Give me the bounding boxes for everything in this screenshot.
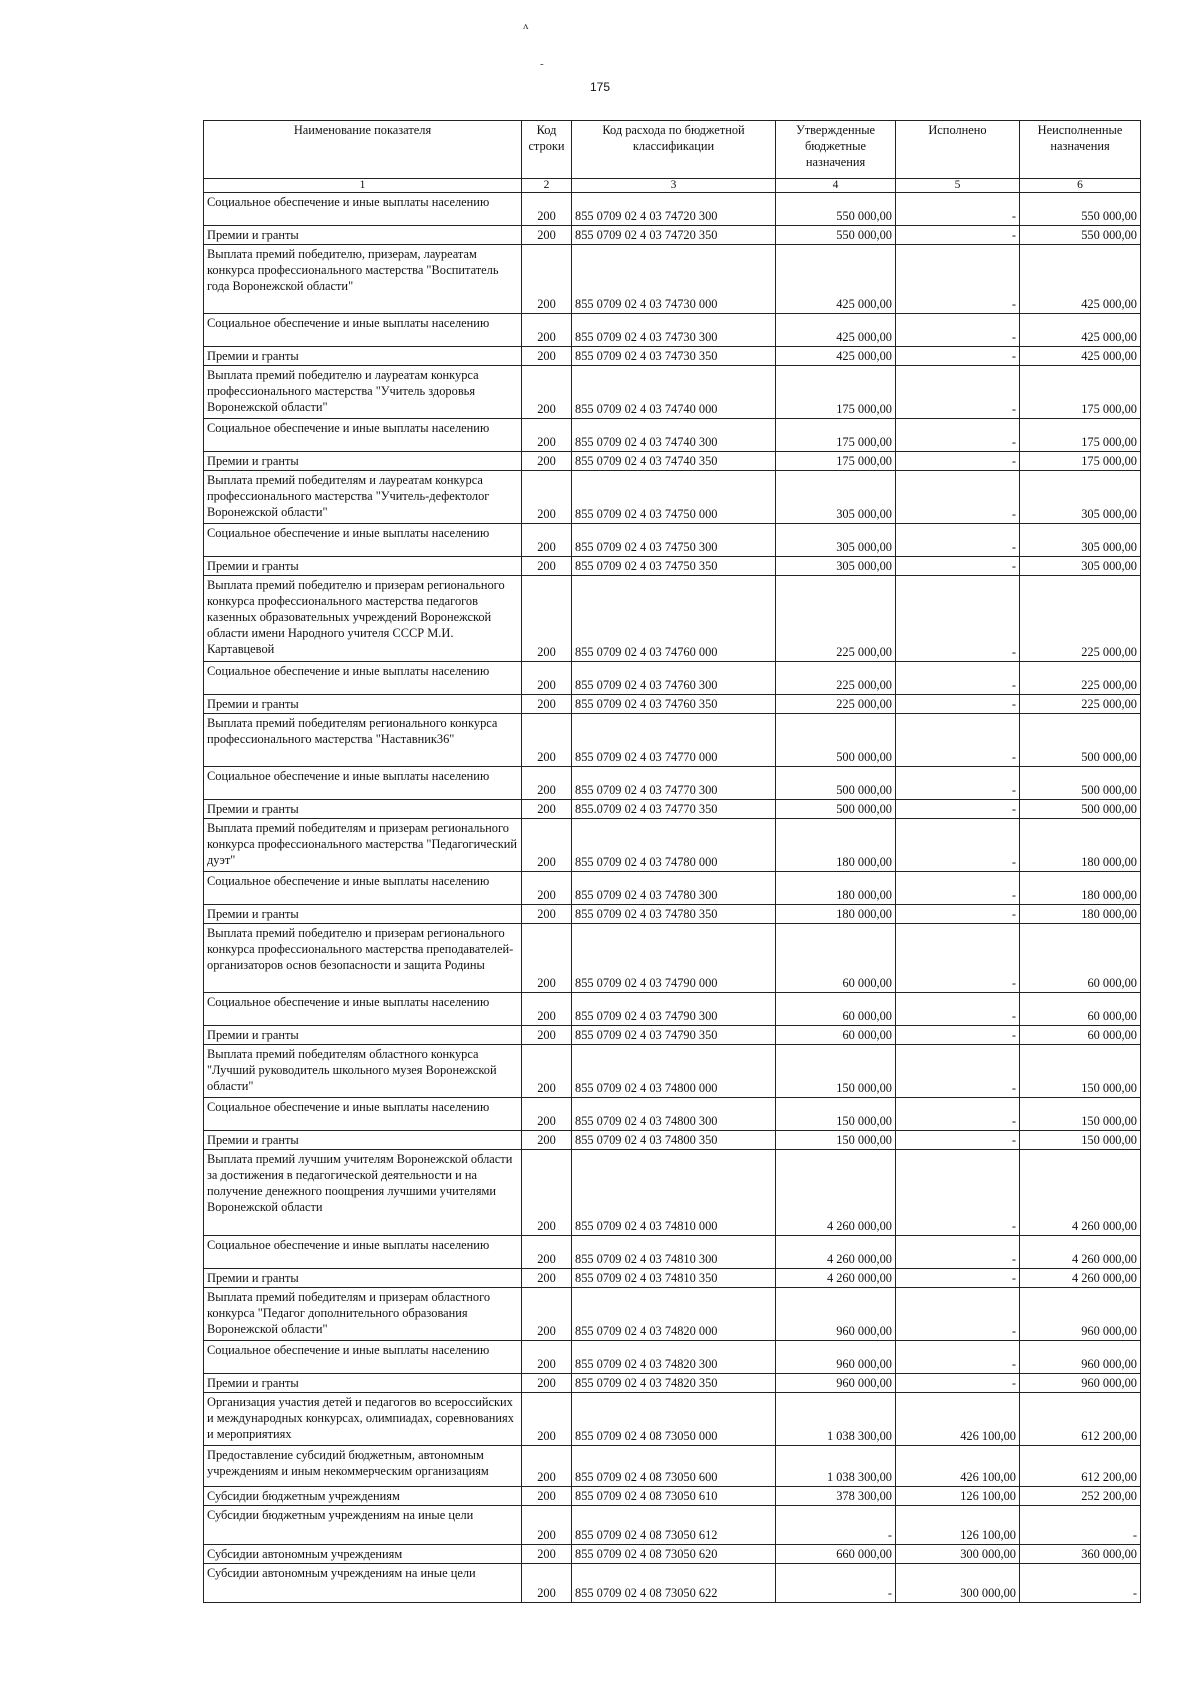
approved-amount-cell: 1 038 300,00 [776,1393,896,1446]
indicator-name-cell: Выплата премий победителю и лауреатам конкурса профессионального мастерства "Учитель здоровья Воронежской области" [204,366,522,419]
approved-amount-cell: 425 000,00 [776,347,896,366]
indicator-name-cell: Премии и гранты [204,452,522,471]
budget-code-cell: 855.0709 02 4 03 74770 350 [572,800,776,819]
unexecuted-amount-cell: 225 000,00 [1020,576,1141,662]
line-code-cell: 200 [522,226,572,245]
approved-amount-cell: 150 000,00 [776,1131,896,1150]
indicator-name-cell: Предоставление субсидий бюджетным, автономным учреждениям и иным некоммерческим организациям [204,1446,522,1487]
table-row [204,471,1141,524]
budget-code-cell: 855 0709 02 4 03 74750 350 [572,557,776,576]
indicator-name-cell: Субсидии автономным учреждениям на иные цели [204,1564,522,1603]
executed-amount-cell: - [896,1236,1020,1269]
line-code-cell: 200 [522,366,572,419]
indicator-name-cell: Социальное обеспечение и иные выплаты населению [204,662,522,695]
table-row [204,1506,1141,1545]
executed-amount-cell: - [896,1288,1020,1341]
unexecuted-amount-cell: 252 200,00 [1020,1487,1141,1506]
approved-amount-cell: 4 260 000,00 [776,1236,896,1269]
unexecuted-amount-cell: 612 200,00 [1020,1446,1141,1487]
approved-amount-cell: 180 000,00 [776,905,896,924]
indicator-name-cell: Премии и гранты [204,226,522,245]
line-code-cell: 200 [522,1026,572,1045]
indicator-name-cell: Социальное обеспечение и иные выплаты населению [204,524,522,557]
unexecuted-amount-cell: 305 000,00 [1020,471,1141,524]
line-code-cell: 200 [522,419,572,452]
indicator-name-cell: Премии и гранты [204,695,522,714]
approved-amount-cell: 960 000,00 [776,1288,896,1341]
column-number: 1 [204,179,522,193]
table-row [204,1545,1141,1564]
executed-amount-cell: - [896,226,1020,245]
unexecuted-amount-cell: 500 000,00 [1020,767,1141,800]
unexecuted-amount-cell: 500 000,00 [1020,800,1141,819]
executed-amount-cell: - [896,471,1020,524]
table-row [204,347,1141,366]
table-row [204,366,1141,419]
table-row [204,695,1141,714]
approved-amount-cell: 180 000,00 [776,872,896,905]
indicator-name-cell: Выплата премий победителю, призерам, лауреатам конкурса профессионального мастерства "Воспитатель года Воронежской области" [204,245,522,314]
budget-code-cell: 855 0709 02 4 03 74810 350 [572,1269,776,1288]
indicator-name-cell: Социальное обеспечение и иные выплаты населению [204,993,522,1026]
budget-code-cell: 855 0709 02 4 03 74780 000 [572,819,776,872]
approved-amount-cell: 4 260 000,00 [776,1269,896,1288]
indicator-name-cell: Социальное обеспечение и иные выплаты населению [204,419,522,452]
unexecuted-amount-cell: 175 000,00 [1020,419,1141,452]
indicator-name-cell: Премии и гранты [204,1026,522,1045]
budget-code-cell: 855 0709 02 4 03 74720 300 [572,193,776,226]
executed-amount-cell: - [896,767,1020,800]
approved-amount-cell: 425 000,00 [776,314,896,347]
line-code-cell: 200 [522,924,572,993]
budget-code-cell: 855 0709 02 4 03 74770 300 [572,767,776,800]
executed-amount-cell: - [896,819,1020,872]
approved-amount-cell: 225 000,00 [776,576,896,662]
approved-amount-cell: 175 000,00 [776,452,896,471]
table-row [204,1045,1141,1098]
approved-amount-cell: 175 000,00 [776,366,896,419]
unexecuted-amount-cell: 60 000,00 [1020,1026,1141,1045]
budget-code-cell: 855 0709 02 4 08 73050 620 [572,1545,776,1564]
table-row [204,557,1141,576]
indicator-name-cell: Организация участия детей и педагогов во всероссийских и международных конкурсах, олимпиадах, соревнованиях и мероприятиях [204,1393,522,1446]
line-code-cell: 200 [522,524,572,557]
table-row [204,1026,1141,1045]
line-code-cell: 200 [522,1236,572,1269]
line-code-cell: 200 [522,1341,572,1374]
table-row [204,1150,1141,1236]
budget-code-cell: 855 0709 02 4 03 74810 000 [572,1150,776,1236]
executed-amount-cell: 300 000,00 [896,1545,1020,1564]
unexecuted-amount-cell: 4 260 000,00 [1020,1269,1141,1288]
table-row [204,714,1141,767]
line-code-cell: 200 [522,576,572,662]
table-row [204,1236,1141,1269]
line-code-cell: 200 [522,314,572,347]
indicator-name-cell: Выплата премий победителям и лауреатам конкурса профессионального мастерства "Учитель-дефектолог Воронежской области" [204,471,522,524]
indicator-name-cell: Выплата премий победителям и призерам областного конкурса "Педагог дополнительного образования Воронежской области" [204,1288,522,1341]
approved-amount-cell: 500 000,00 [776,767,896,800]
indicator-name-cell: Премии и гранты [204,800,522,819]
table-row [204,419,1141,452]
unexecuted-amount-cell: 60 000,00 [1020,993,1141,1026]
unexecuted-amount-cell: 180 000,00 [1020,905,1141,924]
approved-amount-cell: 180 000,00 [776,819,896,872]
executed-amount-cell: - [896,524,1020,557]
line-code-cell: 200 [522,1393,572,1446]
budget-code-cell: 855 0709 02 4 08 73050 610 [572,1487,776,1506]
executed-amount-cell: 426 100,00 [896,1446,1020,1487]
unexecuted-amount-cell: 425 000,00 [1020,245,1141,314]
table-row [204,1269,1141,1288]
line-code-cell: 200 [522,1150,572,1236]
unexecuted-amount-cell: 960 000,00 [1020,1288,1141,1341]
unexecuted-amount-cell: 550 000,00 [1020,226,1141,245]
executed-amount-cell: - [896,924,1020,993]
executed-amount-cell: - [896,1150,1020,1236]
indicator-name-cell: Субсидии бюджетным учреждениям на иные цели [204,1506,522,1545]
indicator-name-cell: Выплата премий победителю и призерам регионального конкурса профессионального мастерства преподавателей-организаторов основ безопасности и защита Родины [204,924,522,993]
budget-code-cell: 855 0709 02 4 03 74740 350 [572,452,776,471]
unexecuted-amount-cell: 150 000,00 [1020,1131,1141,1150]
indicator-name-cell: Премии и гранты [204,905,522,924]
executed-amount-cell: - [896,800,1020,819]
line-code-cell: 200 [522,993,572,1026]
approved-amount-cell: 175 000,00 [776,419,896,452]
budget-code-cell: 855 0709 02 4 03 74780 350 [572,905,776,924]
table-row [204,767,1141,800]
budget-code-cell: 855 0709 02 4 03 74810 300 [572,1236,776,1269]
budget-code-cell: 855 0709 02 4 03 74760 300 [572,662,776,695]
executed-amount-cell: - [896,419,1020,452]
unexecuted-amount-cell: 960 000,00 [1020,1374,1141,1393]
indicator-name-cell: Премии и гранты [204,347,522,366]
budget-code-cell: 855 0709 02 4 03 74730 000 [572,245,776,314]
table-row [204,800,1141,819]
indicator-name-cell: Социальное обеспечение и иные выплаты населению [204,193,522,226]
line-code-cell: 200 [522,1374,572,1393]
header-budget-code: Код расхода по бюджетной классификации [572,121,776,179]
unexecuted-amount-cell: 425 000,00 [1020,347,1141,366]
executed-amount-cell: - [896,245,1020,314]
column-number: 2 [522,179,572,193]
column-number-row [204,179,1141,193]
table-row [204,1393,1141,1446]
approved-amount-cell: 550 000,00 [776,226,896,245]
unexecuted-amount-cell: 180 000,00 [1020,872,1141,905]
unexecuted-amount-cell: 180 000,00 [1020,819,1141,872]
header-approved: Утвержденные бюджетные назначения [776,121,896,179]
executed-amount-cell: - [896,1098,1020,1131]
executed-amount-cell: - [896,452,1020,471]
approved-amount-cell: 305 000,00 [776,557,896,576]
approved-amount-cell: 150 000,00 [776,1098,896,1131]
budget-code-cell: 855 0709 02 4 03 74790 000 [572,924,776,993]
indicator-name-cell: Социальное обеспечение и иные выплаты населению [204,314,522,347]
executed-amount-cell: - [896,557,1020,576]
indicator-name-cell: Социальное обеспечение и иные выплаты населению [204,1098,522,1131]
unexecuted-amount-cell: 60 000,00 [1020,924,1141,993]
executed-amount-cell: - [896,347,1020,366]
indicator-name-cell: Премии и гранты [204,557,522,576]
unexecuted-amount-cell: - [1020,1506,1141,1545]
unexecuted-amount-cell: 960 000,00 [1020,1341,1141,1374]
approved-amount-cell: - [776,1506,896,1545]
budget-code-cell: 855 0709 02 4 03 74800 000 [572,1045,776,1098]
line-code-cell: 200 [522,471,572,524]
table-row [204,819,1141,872]
executed-amount-cell: - [896,714,1020,767]
approved-amount-cell: 225 000,00 [776,662,896,695]
approved-amount-cell: 60 000,00 [776,924,896,993]
table-row [204,245,1141,314]
line-code-cell: 200 [522,872,572,905]
executed-amount-cell: - [896,993,1020,1026]
executed-amount-cell: - [896,1131,1020,1150]
budget-code-cell: 855 0709 02 4 03 74740 300 [572,419,776,452]
indicator-name-cell: Социальное обеспечение и иные выплаты населению [204,872,522,905]
budget-code-cell: 855 0709 02 4 08 73050 622 [572,1564,776,1603]
budget-code-cell: 855 0709 02 4 03 74740 000 [572,366,776,419]
approved-amount-cell: 4 260 000,00 [776,1150,896,1236]
line-code-cell: 200 [522,800,572,819]
line-code-cell: 200 [522,347,572,366]
table-row [204,193,1141,226]
indicator-name-cell: Премии и гранты [204,1269,522,1288]
approved-amount-cell: 500 000,00 [776,714,896,767]
line-code-cell: 200 [522,1446,572,1487]
column-number: 3 [572,179,776,193]
table-row [204,662,1141,695]
budget-code-cell: 855 0709 02 4 03 74820 300 [572,1341,776,1374]
line-code-cell: 200 [522,245,572,314]
budget-code-cell: 855 0709 02 4 03 74790 350 [572,1026,776,1045]
table-row [204,1446,1141,1487]
line-code-cell: 200 [522,819,572,872]
budget-code-cell: 855 0709 02 4 03 74790 300 [572,993,776,1026]
line-code-cell: 200 [522,452,572,471]
line-code-cell: 200 [522,1269,572,1288]
unexecuted-amount-cell: 4 260 000,00 [1020,1236,1141,1269]
indicator-name-cell: Субсидии автономным учреждениям [204,1545,522,1564]
table-row [204,993,1141,1026]
approved-amount-cell: 500 000,00 [776,800,896,819]
line-code-cell: 200 [522,695,572,714]
unexecuted-amount-cell: 150 000,00 [1020,1045,1141,1098]
indicator-name-cell: Социальное обеспечение и иные выплаты населению [204,1341,522,1374]
table-row [204,1341,1141,1374]
scan-speck-mark: ʌ [523,20,529,32]
table-row [204,1131,1141,1150]
executed-amount-cell: - [896,366,1020,419]
indicator-name-cell: Выплата премий победителям регионального конкурса профессионального мастерства "Наставник36" [204,714,522,767]
scan-speck-dot: - [540,58,544,70]
approved-amount-cell: 225 000,00 [776,695,896,714]
line-code-cell: 200 [522,1545,572,1564]
page-number: 175 [589,80,611,94]
budget-code-cell: 855 0709 02 4 03 74750 000 [572,471,776,524]
budget-code-cell: 855 0709 02 4 03 74750 300 [572,524,776,557]
approved-amount-cell: 960 000,00 [776,1341,896,1374]
approved-amount-cell: 1 038 300,00 [776,1446,896,1487]
executed-amount-cell: - [896,872,1020,905]
approved-amount-cell: 60 000,00 [776,993,896,1026]
unexecuted-amount-cell: - [1020,1564,1141,1603]
executed-amount-cell: - [896,1045,1020,1098]
line-code-cell: 200 [522,1288,572,1341]
indicator-name-cell: Выплата премий лучшим учителям Воронежской области за достижения в педагогической деятельности и на получение денежного поощрения лучшими учителями Воронежской области [204,1150,522,1236]
header-indicator-name: Наименование показателя [204,121,522,179]
header-unexecuted: Неисполненные назначения [1020,121,1141,179]
executed-amount-cell: - [896,314,1020,347]
unexecuted-amount-cell: 175 000,00 [1020,452,1141,471]
budget-code-cell: 855 0709 02 4 03 74780 300 [572,872,776,905]
table-row [204,452,1141,471]
line-code-cell: 200 [522,1487,572,1506]
unexecuted-amount-cell: 425 000,00 [1020,314,1141,347]
executed-amount-cell: - [896,905,1020,924]
line-code-cell: 200 [522,905,572,924]
table-row [204,1487,1141,1506]
table-row [204,314,1141,347]
executed-amount-cell: - [896,1341,1020,1374]
executed-amount-cell: 300 000,00 [896,1564,1020,1603]
table-row [204,524,1141,557]
executed-amount-cell: 126 100,00 [896,1487,1020,1506]
budget-code-cell: 855 0709 02 4 08 73050 600 [572,1446,776,1487]
unexecuted-amount-cell: 225 000,00 [1020,695,1141,714]
approved-amount-cell: 425 000,00 [776,245,896,314]
executed-amount-cell: - [896,193,1020,226]
unexecuted-amount-cell: 175 000,00 [1020,366,1141,419]
approved-amount-cell: 150 000,00 [776,1045,896,1098]
indicator-name-cell: Премии и гранты [204,1131,522,1150]
budget-code-cell: 855 0709 02 4 03 74760 000 [572,576,776,662]
budget-code-cell: 855 0709 02 4 03 74770 000 [572,714,776,767]
budget-code-cell: 855 0709 02 4 03 74730 350 [572,347,776,366]
executed-amount-cell: - [896,1026,1020,1045]
unexecuted-amount-cell: 4 260 000,00 [1020,1150,1141,1236]
table-row [204,1374,1141,1393]
line-code-cell: 200 [522,193,572,226]
line-code-cell: 200 [522,714,572,767]
approved-amount-cell: 305 000,00 [776,524,896,557]
indicator-name-cell: Выплата премий победителям и призерам регионального конкурса профессионального мастерства "Педагогический дуэт" [204,819,522,872]
header-line-code: Код строки [522,121,572,179]
executed-amount-cell: 426 100,00 [896,1393,1020,1446]
table-row [204,924,1141,993]
executed-amount-cell: - [896,576,1020,662]
budget-execution-table [203,120,1141,1603]
unexecuted-amount-cell: 305 000,00 [1020,524,1141,557]
table-row [204,905,1141,924]
executed-amount-cell: - [896,1374,1020,1393]
executed-amount-cell: - [896,695,1020,714]
executed-amount-cell: - [896,662,1020,695]
line-code-cell: 200 [522,557,572,576]
unexecuted-amount-cell: 360 000,00 [1020,1545,1141,1564]
column-number: 5 [896,179,1020,193]
unexecuted-amount-cell: 612 200,00 [1020,1393,1141,1446]
line-code-cell: 200 [522,1098,572,1131]
table-row [204,226,1141,245]
line-code-cell: 200 [522,1564,572,1603]
budget-code-cell: 855 0709 02 4 08 73050 612 [572,1506,776,1545]
unexecuted-amount-cell: 305 000,00 [1020,557,1141,576]
approved-amount-cell: 378 300,00 [776,1487,896,1506]
unexecuted-amount-cell: 550 000,00 [1020,193,1141,226]
indicator-name-cell: Социальное обеспечение и иные выплаты населению [204,1236,522,1269]
table-row [204,576,1141,662]
budget-code-cell: 855 0709 02 4 03 74800 350 [572,1131,776,1150]
line-code-cell: 200 [522,1131,572,1150]
unexecuted-amount-cell: 500 000,00 [1020,714,1141,767]
indicator-name-cell: Выплата премий победителю и призерам регионального конкурса профессионального мастерства педагогов казенных образовательных учреждений Воронежской области имени Народного учителя СССР М.И. Картавцевой [204,576,522,662]
indicator-name-cell: Выплата премий победителям областного конкурса "Лучший руководитель школьного музея Воронежской области" [204,1045,522,1098]
approved-amount-cell: 960 000,00 [776,1374,896,1393]
approved-amount-cell: 550 000,00 [776,193,896,226]
approved-amount-cell: - [776,1564,896,1603]
table-row [204,1288,1141,1341]
budget-code-cell: 855 0709 02 4 03 74820 350 [572,1374,776,1393]
line-code-cell: 200 [522,662,572,695]
executed-amount-cell: 126 100,00 [896,1506,1020,1545]
approved-amount-cell: 660 000,00 [776,1545,896,1564]
budget-code-cell: 855 0709 02 4 08 73050 000 [572,1393,776,1446]
table-row [204,872,1141,905]
column-number: 4 [776,179,896,193]
line-code-cell: 200 [522,1506,572,1545]
line-code-cell: 200 [522,1045,572,1098]
table-header-row [204,121,1141,179]
budget-code-cell: 855 0709 02 4 03 74820 000 [572,1288,776,1341]
table-body [204,193,1141,1603]
line-code-cell: 200 [522,767,572,800]
table-row [204,1564,1141,1603]
indicator-name-cell: Социальное обеспечение и иные выплаты населению [204,767,522,800]
unexecuted-amount-cell: 150 000,00 [1020,1098,1141,1131]
table-row [204,1098,1141,1131]
executed-amount-cell: - [896,1269,1020,1288]
budget-code-cell: 855 0709 02 4 03 74800 300 [572,1098,776,1131]
indicator-name-cell: Субсидии бюджетным учреждениям [204,1487,522,1506]
header-executed: Исполнено [896,121,1020,179]
unexecuted-amount-cell: 225 000,00 [1020,662,1141,695]
indicator-name-cell: Премии и гранты [204,1374,522,1393]
budget-code-cell: 855 0709 02 4 03 74760 350 [572,695,776,714]
budget-code-cell: 855 0709 02 4 03 74720 350 [572,226,776,245]
approved-amount-cell: 60 000,00 [776,1026,896,1045]
column-number: 6 [1020,179,1141,193]
approved-amount-cell: 305 000,00 [776,471,896,524]
budget-code-cell: 855 0709 02 4 03 74730 300 [572,314,776,347]
